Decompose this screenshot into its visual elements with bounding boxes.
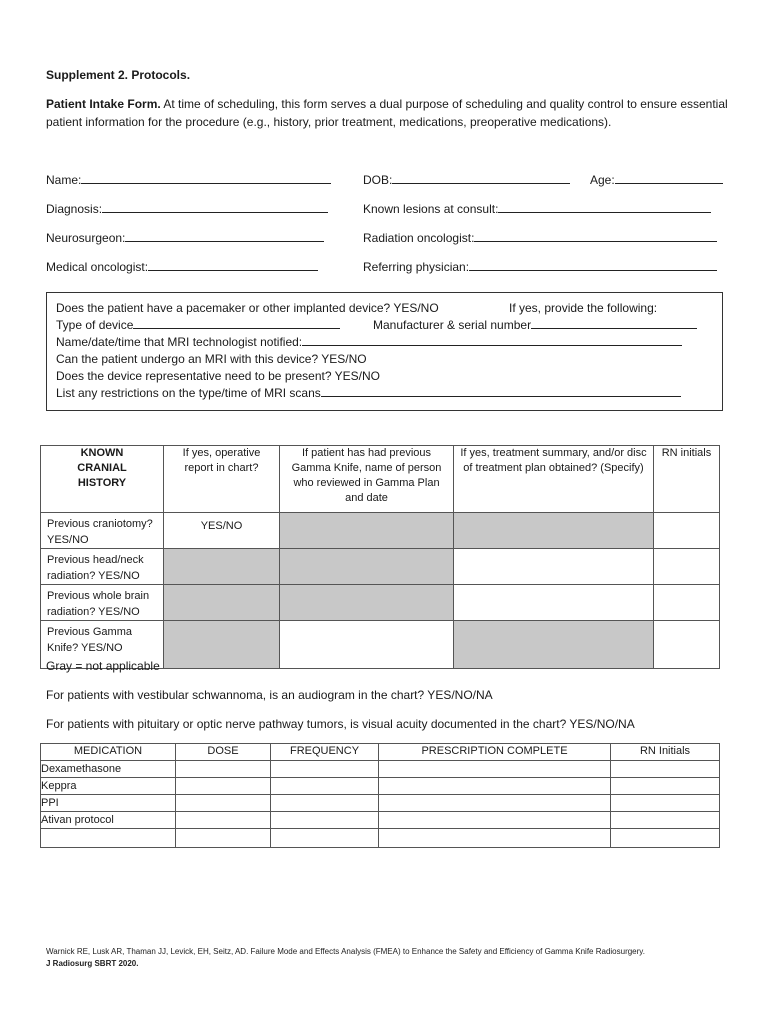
mri-tech-notified-label: Name/date/time that MRI technologist notified: — [56, 335, 303, 349]
cell-treatment-summary[interactable] — [454, 585, 654, 621]
neurosurgeon-field[interactable] — [46, 230, 324, 245]
med-rn-initials-cell[interactable] — [611, 795, 720, 812]
med-header-row — [41, 744, 720, 761]
radiation-oncologist-label: Radiation oncologist: — [363, 231, 475, 245]
header-rn-initials: RN initials — [654, 446, 720, 513]
table-row — [41, 549, 720, 585]
known-lesions-field[interactable] — [363, 201, 711, 216]
med-dose-cell[interactable] — [176, 812, 271, 829]
manufacturer-field[interactable] — [373, 317, 697, 334]
table-row — [41, 513, 720, 549]
journal-reference: J Radiosurg SBRT 2020. — [46, 959, 139, 968]
referring-physician-label: Referring physician: — [363, 260, 470, 274]
diagnosis-field[interactable] — [46, 201, 328, 216]
med-row — [41, 761, 720, 778]
med-frequency-cell[interactable] — [271, 829, 379, 848]
header-gamma-plan-reviewer: If patient has had previous Gamma Knife, name of person who reviewed in Gamma Plan and date — [280, 446, 454, 513]
medical-oncologist-label: Medical oncologist: — [46, 260, 149, 274]
med-rn-initials-cell[interactable] — [611, 761, 720, 778]
med-frequency-cell[interactable] — [271, 795, 379, 812]
age-field[interactable] — [590, 172, 723, 187]
mri-tech-notified-field[interactable] — [56, 334, 682, 351]
mri-restrictions-label: List any restrictions on the type/time of MRI scans — [56, 386, 321, 400]
row-label-head-neck-radiation[interactable]: Previous head/neck radiation? YES/NO — [41, 549, 164, 585]
gray-legend: Gray = not applicable — [46, 659, 160, 673]
mri-restrictions-field[interactable] — [56, 385, 681, 402]
med-prescription-cell[interactable] — [379, 761, 611, 778]
med-name: Keppra — [41, 778, 176, 795]
cell-not-applicable — [454, 513, 654, 549]
intro-text: At time of scheduling, this form serves a dual purpose of scheduling and quality control to ensure essential patient information for the procedure (e.g., history, prior treatment, medications, preoperative medications). — [46, 97, 728, 129]
cell-rn-initials[interactable] — [654, 513, 720, 549]
row-label-whole-brain-radiation[interactable]: Previous whole brain radiation? YES/NO — [41, 585, 164, 621]
referring-physician-field[interactable] — [363, 259, 717, 274]
med-rn-initials-cell[interactable] — [611, 829, 720, 848]
med-dose-cell[interactable] — [176, 761, 271, 778]
medical-oncologist-field[interactable] — [46, 259, 318, 274]
row-label-previous-gamma-knife[interactable]: Previous Gamma Knife? YES/NO — [41, 621, 164, 669]
med-frequency-cell[interactable] — [271, 778, 379, 795]
cell-treatment-summary[interactable] — [454, 549, 654, 585]
cell-not-applicable — [454, 621, 654, 669]
med-name: Ativan protocol — [41, 812, 176, 829]
med-name-blank[interactable] — [41, 829, 176, 848]
device-rep-question[interactable]: Does the device representative need to be present? YES/NO — [56, 369, 380, 383]
cell-not-applicable — [280, 585, 454, 621]
med-rn-initials-cell[interactable] — [611, 812, 720, 829]
med-name: Dexamethasone — [41, 761, 176, 778]
section-title: Supplement 2. Protocols. — [46, 68, 191, 82]
neurosurgeon-label: Neurosurgeon: — [46, 231, 126, 245]
header-rn-initials: RN Initials — [611, 744, 720, 761]
cell-not-applicable — [164, 549, 280, 585]
visual-acuity-question[interactable]: For patients with pituitary or optic nerve pathway tumors, is visual acuity documented in the chart? YES/NO/NA — [46, 717, 635, 731]
header-dose: DOSE — [176, 744, 271, 761]
med-prescription-cell[interactable] — [379, 829, 611, 848]
med-dose-cell[interactable] — [176, 795, 271, 812]
citation: Warnick RE, Lusk AR, Thaman JJ, Levick, EH, Seitz, AD. Failure Mode and Effects Analysis (FMEA) to Enhance the Safety and Efficiency of Gamma Knife Radiosurgery. — [46, 947, 645, 956]
intro-paragraph — [46, 95, 736, 131]
name-field[interactable] — [46, 172, 331, 187]
header-medication: MEDICATION — [41, 744, 176, 761]
cell-gamma-plan-reviewer[interactable] — [280, 621, 454, 669]
cell-rn-initials[interactable] — [654, 621, 720, 669]
audiogram-question[interactable]: For patients with vestibular schwannoma, is an audiogram in the chart? YES/NO/NA — [46, 688, 493, 702]
implanted-device-box — [46, 292, 723, 411]
med-prescription-cell[interactable] — [379, 795, 611, 812]
diagnosis-label: Diagnosis: — [46, 202, 103, 216]
cranial-history-table — [40, 445, 720, 669]
cell-not-applicable — [280, 513, 454, 549]
if-yes-note: If yes, provide the following: — [509, 301, 658, 315]
header-operative-report: If yes, operative report in chart? — [164, 446, 280, 513]
manufacturer-label: Manufacturer & serial number — [373, 318, 532, 332]
med-row — [41, 795, 720, 812]
cell-not-applicable — [164, 621, 280, 669]
med-rn-initials-cell[interactable] — [611, 778, 720, 795]
med-prescription-cell[interactable] — [379, 812, 611, 829]
pacemaker-question[interactable]: Does the patient have a pacemaker or other implanted device? YES/NO — [56, 301, 439, 315]
cell-rn-initials[interactable] — [654, 585, 720, 621]
med-row — [41, 778, 720, 795]
header-frequency: FREQUENCY — [271, 744, 379, 761]
header-prescription-complete: PRESCRIPTION COMPLETE — [379, 744, 611, 761]
med-dose-cell[interactable] — [176, 778, 271, 795]
med-frequency-cell[interactable] — [271, 761, 379, 778]
mri-compatible-question[interactable]: Can the patient undergo an MRI with this device? YES/NO — [56, 352, 367, 366]
med-row — [41, 829, 720, 848]
med-prescription-cell[interactable] — [379, 778, 611, 795]
radiation-oncologist-field[interactable] — [363, 230, 717, 245]
table-header-row — [41, 446, 720, 513]
med-frequency-cell[interactable] — [271, 812, 379, 829]
cell-not-applicable — [164, 585, 280, 621]
header-treatment-summary: If yes, treatment summary, and/or disc of treatment plan obtained? (Specify) — [454, 446, 654, 513]
cell-rn-initials[interactable] — [654, 549, 720, 585]
cell-not-applicable — [280, 549, 454, 585]
header-known-cranial-history: KNOWN CRANIAL HISTORY — [41, 446, 164, 513]
device-type-label: Type of device — [56, 318, 134, 332]
name-label: Name: — [46, 173, 82, 187]
med-dose-cell[interactable] — [176, 829, 271, 848]
age-label: Age: — [590, 173, 615, 187]
intro-heading: Patient Intake Form. — [46, 97, 161, 111]
med-row — [41, 812, 720, 829]
cell-op-report[interactable] — [164, 513, 280, 549]
med-name: PPI — [41, 795, 176, 812]
op-report-yesno[interactable]: YES/NO — [200, 520, 243, 532]
dob-field[interactable] — [363, 172, 570, 187]
device-type-field[interactable] — [56, 317, 340, 334]
known-lesions-label: Known lesions at consult: — [363, 202, 499, 216]
row-label-craniotomy[interactable]: Previous craniotomy? YES/NO — [41, 513, 164, 549]
dob-label: DOB: — [363, 173, 393, 187]
table-row — [41, 585, 720, 621]
medication-table — [40, 743, 720, 848]
